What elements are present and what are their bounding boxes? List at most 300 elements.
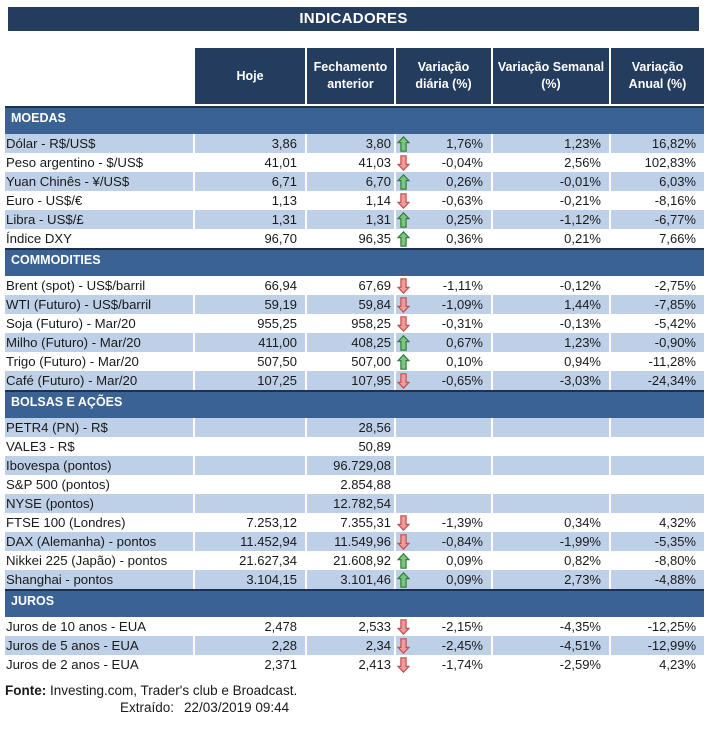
row-label <box>5 134 193 153</box>
row-label-value: Soja (Futuro) - Mar/20 <box>6 316 136 331</box>
cell-fechamento-anterior <box>307 352 394 371</box>
cell-variacao-semanal <box>493 295 609 314</box>
cell-variacao-anual <box>611 295 704 314</box>
cell-variacao-semanal-value: -0,13% <box>559 316 601 331</box>
table-row <box>5 494 704 513</box>
cell-hoje-value: 59,19 <box>264 297 297 312</box>
cell-hoje <box>195 437 305 456</box>
cell-variacao-anual-value: 6,03% <box>659 174 696 189</box>
cell-variacao-diaria <box>396 456 491 475</box>
column-header-hoje: Hoje <box>195 48 305 104</box>
cell-hoje <box>195 494 305 513</box>
row-label <box>5 314 193 333</box>
arrow-up-icon <box>397 136 410 152</box>
row-label-value: Ibovespa (pontos) <box>6 458 112 473</box>
cell-variacao-diaria <box>396 333 491 352</box>
cell-fechamento-anterior-value: 59,84 <box>358 297 391 312</box>
table-row <box>5 617 704 636</box>
arrow-down-icon <box>397 193 410 209</box>
cell-variacao-semanal <box>493 475 609 494</box>
cell-variacao-semanal <box>493 333 609 352</box>
table-row <box>5 475 704 494</box>
cell-fechamento-anterior <box>307 314 394 333</box>
cell-variacao-diaria <box>396 276 491 295</box>
cell-fechamento-anterior <box>307 437 394 456</box>
arrow-up-icon <box>397 231 410 247</box>
extraction-label: Extraído: <box>120 700 175 715</box>
cell-variacao-diaria-value: 0,09% <box>446 553 483 568</box>
table-row <box>5 210 704 229</box>
cell-hoje-value: 66,94 <box>264 278 297 293</box>
cell-hoje-value: 2,371 <box>264 657 297 672</box>
cell-hoje-value: 1,13 <box>271 193 297 208</box>
cell-variacao-diaria <box>396 437 491 456</box>
cell-fechamento-anterior-value: 1,14 <box>365 193 391 208</box>
cell-variacao-diaria-value: -0,65% <box>441 373 483 388</box>
cell-fechamento-anterior <box>307 153 394 172</box>
row-label <box>5 655 193 674</box>
table-row <box>5 655 704 674</box>
cell-hoje <box>195 570 305 589</box>
indicators-table <box>5 106 704 674</box>
cell-variacao-anual-value: -5,42% <box>654 316 696 331</box>
cell-variacao-diaria-value: 0,67% <box>446 335 483 350</box>
row-label-value: Juros de 10 anos - EUA <box>6 619 147 634</box>
table-row <box>5 437 704 456</box>
row-label <box>5 494 193 513</box>
cell-hoje-value: 11.452,94 <box>240 534 297 549</box>
cell-variacao-anual <box>611 494 704 513</box>
cell-variacao-semanal <box>493 314 609 333</box>
table-row <box>5 229 704 248</box>
row-label <box>5 513 193 532</box>
cell-variacao-diaria-value: -0,04% <box>441 155 483 170</box>
cell-hoje <box>195 513 305 532</box>
cell-variacao-diaria-value: -2,45% <box>441 638 483 653</box>
cell-variacao-semanal <box>493 513 609 532</box>
arrow-up-icon <box>397 354 410 370</box>
cell-variacao-anual-value: -12,99% <box>647 638 696 653</box>
extraction-timestamp <box>0 700 709 715</box>
column-header-variacao-anual: Variação Anual (%) <box>611 48 704 104</box>
cell-variacao-anual <box>611 418 704 437</box>
cell-fechamento-anterior <box>307 134 394 153</box>
cell-variacao-anual-value: -6,77% <box>654 212 696 227</box>
section-header-commodities: COMMODITIES <box>5 248 704 276</box>
cell-hoje-value: 3.104,15 <box>246 572 297 587</box>
cell-variacao-semanal-value: 0,21% <box>564 231 601 246</box>
cell-fechamento-anterior <box>307 191 394 210</box>
cell-fechamento-anterior <box>307 617 394 636</box>
table-row <box>5 172 704 191</box>
row-label-value: Juros de 5 anos - EUA <box>6 638 139 653</box>
cell-variacao-diaria <box>396 494 491 513</box>
cell-hoje <box>195 333 305 352</box>
table-row <box>5 456 704 475</box>
cell-variacao-anual <box>611 456 704 475</box>
arrow-up-icon <box>397 572 410 588</box>
cell-variacao-anual <box>611 371 704 390</box>
table-row <box>5 570 704 589</box>
cell-fechamento-anterior <box>307 295 394 314</box>
cell-variacao-anual-value: -8,80% <box>654 553 696 568</box>
cell-fechamento-anterior <box>307 551 394 570</box>
cell-fechamento-anterior-value: 958,25 <box>351 316 391 331</box>
row-label <box>5 295 193 314</box>
arrow-down-icon <box>397 373 410 389</box>
cell-variacao-semanal-value: -1,12% <box>559 212 601 227</box>
cell-hoje <box>195 551 305 570</box>
cell-hoje-value: 2,478 <box>264 619 297 634</box>
page-title: INDICADORES <box>8 7 699 31</box>
row-label <box>5 229 193 248</box>
row-label <box>5 333 193 352</box>
cell-variacao-semanal-value: 0,82% <box>564 553 601 568</box>
cell-variacao-anual <box>611 617 704 636</box>
cell-fechamento-anterior <box>307 475 394 494</box>
cell-variacao-anual-value: 16,82% <box>651 136 696 151</box>
cell-variacao-diaria <box>396 314 491 333</box>
cell-hoje-value: 6,71 <box>271 174 297 189</box>
cell-fechamento-anterior-value: 3,80 <box>365 136 391 151</box>
cell-variacao-anual-value: -12,25% <box>647 619 696 634</box>
cell-fechamento-anterior <box>307 276 394 295</box>
cell-variacao-semanal-value: -0,21% <box>559 193 601 208</box>
source-text: Investing.com, Trader's club e Broadcast. <box>46 683 298 698</box>
table-row <box>5 295 704 314</box>
cell-fechamento-anterior <box>307 371 394 390</box>
cell-variacao-diaria-value: -0,63% <box>441 193 483 208</box>
row-label-value: Shanghai - pontos <box>6 572 114 587</box>
cell-variacao-anual-value: -0,90% <box>654 335 696 350</box>
cell-fechamento-anterior-value: 28,56 <box>358 420 391 435</box>
cell-variacao-semanal <box>493 494 609 513</box>
cell-variacao-semanal <box>493 172 609 191</box>
cell-variacao-anual <box>611 551 704 570</box>
cell-hoje <box>195 617 305 636</box>
corner-spacer <box>5 48 193 104</box>
row-label-value: NYSE (pontos) <box>6 496 94 511</box>
indicators-report <box>0 7 709 715</box>
table-row <box>5 153 704 172</box>
cell-variacao-anual <box>611 333 704 352</box>
cell-hoje <box>195 229 305 248</box>
cell-variacao-semanal <box>493 418 609 437</box>
row-label-value: Trigo (Futuro) - Mar/20 <box>6 354 139 369</box>
cell-variacao-diaria <box>396 153 491 172</box>
cell-variacao-diaria <box>396 210 491 229</box>
cell-variacao-anual-value: -7,85% <box>654 297 696 312</box>
cell-hoje-value: 96,70 <box>264 231 297 246</box>
cell-fechamento-anterior-value: 6,70 <box>365 174 391 189</box>
arrow-up-icon <box>397 553 410 569</box>
row-label-value: Índice DXY <box>6 231 72 246</box>
cell-variacao-anual-value: -5,35% <box>654 534 696 549</box>
cell-hoje <box>195 456 305 475</box>
cell-variacao-diaria-value: 0,36% <box>446 231 483 246</box>
cell-fechamento-anterior-value: 408,25 <box>351 335 391 350</box>
cell-variacao-diaria-value: -1,09% <box>441 297 483 312</box>
row-label-value: S&P 500 (pontos) <box>6 477 110 492</box>
cell-hoje <box>195 475 305 494</box>
cell-variacao-semanal <box>493 456 609 475</box>
arrow-up-icon <box>397 212 410 228</box>
cell-fechamento-anterior-value: 2,413 <box>358 657 391 672</box>
cell-variacao-diaria-value: 0,26% <box>446 174 483 189</box>
cell-variacao-anual <box>611 314 704 333</box>
table-row <box>5 371 704 390</box>
cell-variacao-semanal-value: -2,59% <box>559 657 601 672</box>
cell-variacao-anual-value: 7,66% <box>659 231 696 246</box>
cell-variacao-semanal <box>493 229 609 248</box>
row-label <box>5 172 193 191</box>
cell-variacao-diaria <box>396 229 491 248</box>
cell-variacao-semanal <box>493 636 609 655</box>
cell-fechamento-anterior <box>307 655 394 674</box>
cell-variacao-anual <box>611 570 704 589</box>
row-label-value: Yuan Chinês - ¥/US$ <box>6 174 130 189</box>
row-label-value: Café (Futuro) - Mar/20 <box>6 373 138 388</box>
cell-hoje-value: 955,25 <box>257 316 297 331</box>
table-row <box>5 513 704 532</box>
section-header-bolsas-e-acoes: BOLSAS E AÇÕES <box>5 390 704 418</box>
cell-variacao-diaria <box>396 655 491 674</box>
row-label-value: Juros de 2 anos - EUA <box>6 657 139 672</box>
cell-variacao-diaria-value: -1,11% <box>442 278 483 293</box>
cell-variacao-diaria <box>396 295 491 314</box>
cell-variacao-semanal <box>493 617 609 636</box>
cell-hoje-value: 1,31 <box>271 212 297 227</box>
cell-variacao-semanal-value: 1,23% <box>564 335 601 350</box>
cell-variacao-anual <box>611 276 704 295</box>
cell-hoje-value: 3,86 <box>271 136 297 151</box>
cell-variacao-anual <box>611 513 704 532</box>
cell-hoje <box>195 210 305 229</box>
cell-variacao-diaria-value: -1,74% <box>441 657 483 672</box>
source-label: Fonte: <box>5 683 47 698</box>
cell-fechamento-anterior-value: 2.854,88 <box>340 477 391 492</box>
cell-variacao-semanal <box>493 134 609 153</box>
cell-hoje <box>195 295 305 314</box>
cell-hoje <box>195 418 305 437</box>
row-label <box>5 551 193 570</box>
cell-variacao-diaria <box>396 513 491 532</box>
arrow-down-icon <box>397 297 410 313</box>
cell-variacao-anual <box>611 475 704 494</box>
arrow-down-icon <box>397 638 410 654</box>
cell-fechamento-anterior <box>307 229 394 248</box>
row-label <box>5 371 193 390</box>
cell-fechamento-anterior <box>307 513 394 532</box>
arrow-up-icon <box>397 174 410 190</box>
cell-variacao-anual-value: -24,34% <box>647 373 696 388</box>
cell-fechamento-anterior <box>307 172 394 191</box>
cell-hoje-value: 7.253,12 <box>246 515 297 530</box>
cell-variacao-semanal-value: -1,99% <box>559 534 601 549</box>
cell-fechamento-anterior <box>307 456 394 475</box>
row-label-value: Euro - US$/€ <box>6 193 83 208</box>
cell-variacao-anual-value: 102,83% <box>644 155 696 170</box>
cell-variacao-semanal <box>493 437 609 456</box>
row-label-value: Milho (Futuro) - Mar/20 <box>6 335 141 350</box>
row-label <box>5 437 193 456</box>
cell-fechamento-anterior <box>307 570 394 589</box>
section-header-moedas: MOEDAS <box>5 106 704 134</box>
table-row <box>5 352 704 371</box>
table-row <box>5 551 704 570</box>
cell-variacao-semanal <box>493 153 609 172</box>
table-row <box>5 532 704 551</box>
row-label-value: FTSE 100 (Londres) <box>6 515 126 530</box>
cell-variacao-anual <box>611 134 704 153</box>
cell-variacao-semanal-value: 1,44% <box>564 297 601 312</box>
cell-variacao-anual-value: -8,16% <box>654 193 696 208</box>
cell-variacao-diaria-value: 0,10% <box>446 354 483 369</box>
cell-hoje <box>195 153 305 172</box>
cell-variacao-anual-value: -2,75% <box>654 278 696 293</box>
row-label <box>5 570 193 589</box>
table-row <box>5 418 704 437</box>
cell-variacao-anual-value: 4,23% <box>659 657 696 672</box>
cell-variacao-semanal <box>493 655 609 674</box>
table-row <box>5 314 704 333</box>
cell-variacao-semanal-value: 2,73% <box>564 572 601 587</box>
cell-hoje-value: 107,25 <box>257 373 297 388</box>
cell-fechamento-anterior-value: 67,69 <box>358 278 391 293</box>
row-label <box>5 418 193 437</box>
cell-hoje <box>195 134 305 153</box>
arrow-down-icon <box>397 657 410 673</box>
cell-variacao-anual <box>611 210 704 229</box>
section-header-juros: JUROS <box>5 589 704 617</box>
cell-variacao-diaria-value: -2,15% <box>441 619 483 634</box>
cell-variacao-diaria <box>396 172 491 191</box>
arrow-down-icon <box>397 278 410 294</box>
cell-variacao-anual <box>611 191 704 210</box>
cell-fechamento-anterior <box>307 636 394 655</box>
cell-variacao-anual-value: -11,28% <box>648 354 696 369</box>
cell-hoje-value: 21.627,34 <box>239 553 297 568</box>
table-row <box>5 636 704 655</box>
cell-hoje <box>195 352 305 371</box>
cell-hoje <box>195 314 305 333</box>
cell-variacao-diaria <box>396 551 491 570</box>
cell-variacao-anual-value: -4,88% <box>654 572 696 587</box>
column-header-fechamento-anterior: Fechamento anterior <box>307 48 394 104</box>
cell-fechamento-anterior <box>307 333 394 352</box>
row-label <box>5 532 193 551</box>
cell-fechamento-anterior-value: 107,95 <box>351 373 391 388</box>
cell-variacao-anual-value: 4,32% <box>659 515 696 530</box>
cell-variacao-semanal-value: 0,94% <box>564 354 601 369</box>
cell-fechamento-anterior <box>307 210 394 229</box>
cell-fechamento-anterior <box>307 532 394 551</box>
cell-variacao-diaria <box>396 532 491 551</box>
cell-variacao-semanal-value: 1,23% <box>564 136 601 151</box>
arrow-down-icon <box>397 619 410 635</box>
cell-variacao-diaria <box>396 191 491 210</box>
cell-fechamento-anterior-value: 96.729,08 <box>333 458 391 473</box>
row-label <box>5 352 193 371</box>
cell-hoje <box>195 191 305 210</box>
cell-variacao-semanal <box>493 276 609 295</box>
cell-variacao-semanal-value: -3,03% <box>559 373 601 388</box>
arrow-up-icon <box>397 335 410 351</box>
row-label-value: DAX (Alemanha) - pontos <box>6 534 157 549</box>
cell-fechamento-anterior <box>307 494 394 513</box>
cell-variacao-anual <box>611 352 704 371</box>
arrow-down-icon <box>397 515 410 531</box>
extraction-value: 22/03/2019 09:44 <box>184 700 290 715</box>
cell-variacao-diaria <box>396 617 491 636</box>
cell-fechamento-anterior-value: 50,89 <box>358 439 391 454</box>
cell-variacao-diaria-value: -0,84% <box>441 534 483 549</box>
row-label-value: VALE3 - R$ <box>6 439 75 454</box>
cell-hoje-value: 41,01 <box>264 155 297 170</box>
table-row <box>5 333 704 352</box>
cell-variacao-diaria-value: -0,31% <box>441 316 483 331</box>
cell-hoje-value: 507,50 <box>257 354 297 369</box>
cell-variacao-semanal-value: 2,56% <box>564 155 601 170</box>
cell-fechamento-anterior-value: 96,35 <box>358 231 391 246</box>
cell-variacao-anual <box>611 636 704 655</box>
cell-variacao-diaria <box>396 352 491 371</box>
cell-variacao-diaria-value: 0,25% <box>446 212 483 227</box>
cell-variacao-diaria <box>396 418 491 437</box>
cell-variacao-anual <box>611 532 704 551</box>
cell-fechamento-anterior-value: 7.355,31 <box>340 515 391 530</box>
arrow-down-icon <box>397 534 410 550</box>
row-label-value: Peso argentino - $/US$ <box>6 155 144 170</box>
cell-variacao-semanal-value: -4,51% <box>559 638 601 653</box>
cell-variacao-anual <box>611 437 704 456</box>
row-label <box>5 456 193 475</box>
cell-variacao-anual <box>611 172 704 191</box>
cell-variacao-semanal <box>493 532 609 551</box>
cell-variacao-diaria <box>396 570 491 589</box>
cell-variacao-diaria-value: 1,76% <box>446 136 483 151</box>
cell-variacao-diaria <box>396 134 491 153</box>
cell-variacao-semanal-value: 0,34% <box>564 515 601 530</box>
cell-fechamento-anterior-value: 2,34 <box>365 638 391 653</box>
row-label-value: PETR4 (PN) - R$ <box>6 420 108 435</box>
cell-fechamento-anterior-value: 41,03 <box>358 155 391 170</box>
cell-fechamento-anterior <box>307 418 394 437</box>
cell-fechamento-anterior-value: 12.782,54 <box>333 496 391 511</box>
cell-variacao-semanal <box>493 570 609 589</box>
cell-fechamento-anterior-value: 507,00 <box>351 354 391 369</box>
cell-variacao-semanal <box>493 551 609 570</box>
table-row <box>5 276 704 295</box>
cell-variacao-diaria-value: 0,09% <box>446 572 483 587</box>
row-label-value: Brent (spot) - US$/barril <box>6 278 146 293</box>
cell-variacao-semanal <box>493 191 609 210</box>
cell-fechamento-anterior-value: 3.101,46 <box>340 572 391 587</box>
cell-fechamento-anterior-value: 1,31 <box>365 212 391 227</box>
source-note <box>0 683 709 698</box>
cell-variacao-semanal-value: -4,35% <box>559 619 601 634</box>
cell-fechamento-anterior-value: 21.608,92 <box>333 553 391 568</box>
row-label <box>5 475 193 494</box>
row-label <box>5 191 193 210</box>
report-footer <box>0 683 709 715</box>
cell-variacao-diaria-value: -1,39% <box>441 515 483 530</box>
row-label-value: WTI (Futuro) - US$/barril <box>6 297 152 312</box>
arrow-down-icon <box>397 316 410 332</box>
row-label-value: Nikkei 225 (Japão) - pontos <box>6 553 168 568</box>
cell-hoje <box>195 276 305 295</box>
cell-variacao-anual <box>611 229 704 248</box>
